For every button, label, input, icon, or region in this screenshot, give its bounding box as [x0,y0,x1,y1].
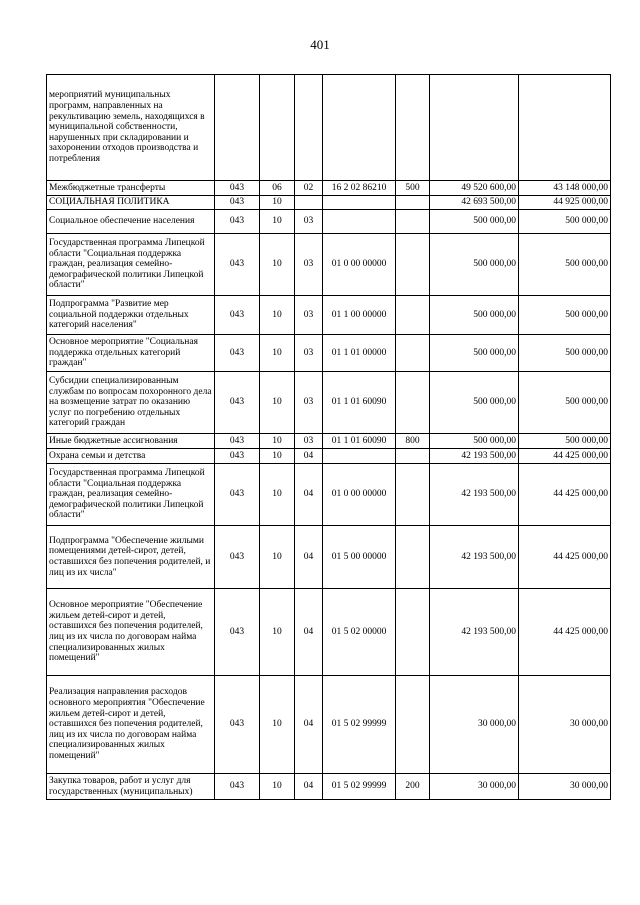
row-pr: 04 [295,449,323,464]
row-vr [396,526,430,589]
row-vr [396,335,430,372]
row-pr: 03 [295,296,323,335]
table-row [47,335,611,372]
row-pr: 03 [295,234,323,296]
row-sum1: 42 693 500,00 [430,196,519,210]
row-ved: 043 [215,526,260,589]
budget-table [46,74,611,800]
table-row [47,210,611,234]
row-ved: 043 [215,589,260,676]
row-sum1: 42 193 500,00 [430,449,519,464]
row-csr [323,449,396,464]
row-rz: 10 [260,296,295,335]
row-vr [396,676,430,774]
row-name: Социальное обеспечение населения [47,210,215,234]
row-name: мероприятий муниципальных программ, направленных на рекультивацию земель, находящихся в муниципальной собственности, нарушенных при складировании и захоронении отходов производства и потребления [47,75,215,181]
row-name: Государственная программа Липецкой области "Социальная поддержка граждан, реализация семейно-демографической политики Липецкой области" [47,234,215,296]
row-sum2: 30 000,00 [519,676,611,774]
row-ved: 043 [215,464,260,526]
table-row [47,676,611,774]
row-ved: 043 [215,774,260,800]
row-ved: 043 [215,449,260,464]
row-csr: 01 5 02 00000 [323,589,396,676]
row-csr: 01 0 00 00000 [323,234,396,296]
row-pr: 04 [295,589,323,676]
row-pr [295,75,323,181]
row-sum2: 44 425 000,00 [519,589,611,676]
table-row [47,372,611,434]
row-name: Основное мероприятие "Обеспечение жильем детей-сирот и детей, оставшихся без попечения родителей, лиц из их числа по договорам найма специализированных жилых помещений" [47,589,215,676]
table-row [47,181,611,196]
row-csr: 01 5 02 99999 [323,676,396,774]
row-vr [396,296,430,335]
row-pr: 02 [295,181,323,196]
row-rz: 10 [260,676,295,774]
row-rz: 10 [260,464,295,526]
row-name: Основное мероприятие "Социальная поддержка отдельных категорий граждан" [47,335,215,372]
row-sum2: 44 425 000,00 [519,449,611,464]
row-pr: 04 [295,774,323,800]
table-row [47,75,611,181]
row-pr: 03 [295,210,323,234]
row-name: Закупка товаров, работ и услуг для государственных (муниципальных) [47,774,215,800]
row-vr: 800 [396,434,430,449]
row-sum2: 500 000,00 [519,372,611,434]
row-pr: 03 [295,434,323,449]
row-rz: 10 [260,774,295,800]
row-csr: 01 0 00 00000 [323,464,396,526]
row-csr: 01 5 02 99999 [323,774,396,800]
row-rz: 10 [260,196,295,210]
row-vr [396,589,430,676]
row-csr [323,210,396,234]
row-pr: 03 [295,335,323,372]
row-csr: 01 5 00 00000 [323,526,396,589]
row-sum1: 42 193 500,00 [430,526,519,589]
row-vr [396,449,430,464]
row-sum2: 30 000,00 [519,774,611,800]
table-row [47,464,611,526]
row-sum1: 500 000,00 [430,234,519,296]
row-vr [396,196,430,210]
row-csr: 01 1 01 60090 [323,372,396,434]
row-name: Государственная программа Липецкой области "Социальная поддержка граждан, реализация семейно-демографической политики Липецкой области" [47,464,215,526]
row-sum1: 30 000,00 [430,774,519,800]
table-row [47,196,611,210]
row-rz: 10 [260,526,295,589]
table-row [47,434,611,449]
row-csr: 01 1 01 00000 [323,335,396,372]
row-ved [215,75,260,181]
row-csr [323,75,396,181]
row-sum2: 500 000,00 [519,335,611,372]
row-ved: 043 [215,434,260,449]
row-vr [396,372,430,434]
row-sum1: 500 000,00 [430,210,519,234]
row-ved: 043 [215,181,260,196]
row-rz [260,75,295,181]
budget-table-body [47,75,611,800]
row-sum1: 42 193 500,00 [430,464,519,526]
row-sum1: 500 000,00 [430,372,519,434]
row-ved: 043 [215,676,260,774]
row-name: СОЦИАЛЬНАЯ ПОЛИТИКА [47,196,215,210]
row-sum2: 44 425 000,00 [519,526,611,589]
row-vr: 200 [396,774,430,800]
row-vr [396,210,430,234]
row-sum2: 44 425 000,00 [519,464,611,526]
row-rz: 10 [260,449,295,464]
row-sum2: 500 000,00 [519,296,611,335]
row-ved: 043 [215,296,260,335]
row-rz: 10 [260,589,295,676]
row-name: Субсидии специализированным службам по вопросам похоронного дела на возмещение затрат по оказанию услуг по погребению отдельных категорий граждан [47,372,215,434]
row-pr: 04 [295,676,323,774]
row-name: Подпрограмма "Развитие мер социальной поддержки отдельных категорий населения" [47,296,215,335]
row-rz: 10 [260,335,295,372]
row-rz: 10 [260,372,295,434]
row-sum1: 49 520 600,00 [430,181,519,196]
row-vr: 500 [396,181,430,196]
row-rz: 10 [260,234,295,296]
row-name: Подпрограмма "Обеспечение жилыми помещениями детей-сирот, детей, оставшихся без попечения родителей, и лиц из их числа" [47,526,215,589]
row-sum2: 500 000,00 [519,434,611,449]
row-sum1: 500 000,00 [430,296,519,335]
row-name: Иные бюджетные ассигнования [47,434,215,449]
row-csr: 01 1 00 00000 [323,296,396,335]
row-vr [396,464,430,526]
row-ved: 043 [215,335,260,372]
row-sum2: 43 148 000,00 [519,181,611,196]
row-sum1: 500 000,00 [430,335,519,372]
row-csr: 01 1 01 60090 [323,434,396,449]
row-ved: 043 [215,210,260,234]
row-sum1: 42 193 500,00 [430,589,519,676]
row-sum1 [430,75,519,181]
row-pr: 03 [295,372,323,434]
row-ved: 043 [215,372,260,434]
row-pr: 04 [295,464,323,526]
table-row [47,774,611,800]
row-rz: 10 [260,210,295,234]
row-rz: 06 [260,181,295,196]
row-vr [396,234,430,296]
row-csr [323,196,396,210]
row-vr [396,75,430,181]
row-pr [295,196,323,210]
row-rz: 10 [260,434,295,449]
row-sum2: 500 000,00 [519,210,611,234]
row-name: Реализация направления расходов основного мероприятия "Обеспечение жильем детей-сирот и детей, оставшихся без попечения родителей, лиц из их числа по договорам найма специализированных жилых помещений" [47,676,215,774]
table-row [47,449,611,464]
table-row [47,526,611,589]
row-ved: 043 [215,234,260,296]
table-row [47,589,611,676]
row-sum2 [519,75,611,181]
table-row [47,296,611,335]
row-name: Межбюджетные трансферты [47,181,215,196]
row-sum1: 30 000,00 [430,676,519,774]
table-row [47,234,611,296]
row-name: Охрана семьи и детства [47,449,215,464]
row-pr: 04 [295,526,323,589]
row-sum2: 500 000,00 [519,234,611,296]
page-number: 401 [310,37,330,52]
row-csr: 16 2 02 86210 [323,181,396,196]
row-sum1: 500 000,00 [430,434,519,449]
row-ved: 043 [215,196,260,210]
row-sum2: 44 925 000,00 [519,196,611,210]
